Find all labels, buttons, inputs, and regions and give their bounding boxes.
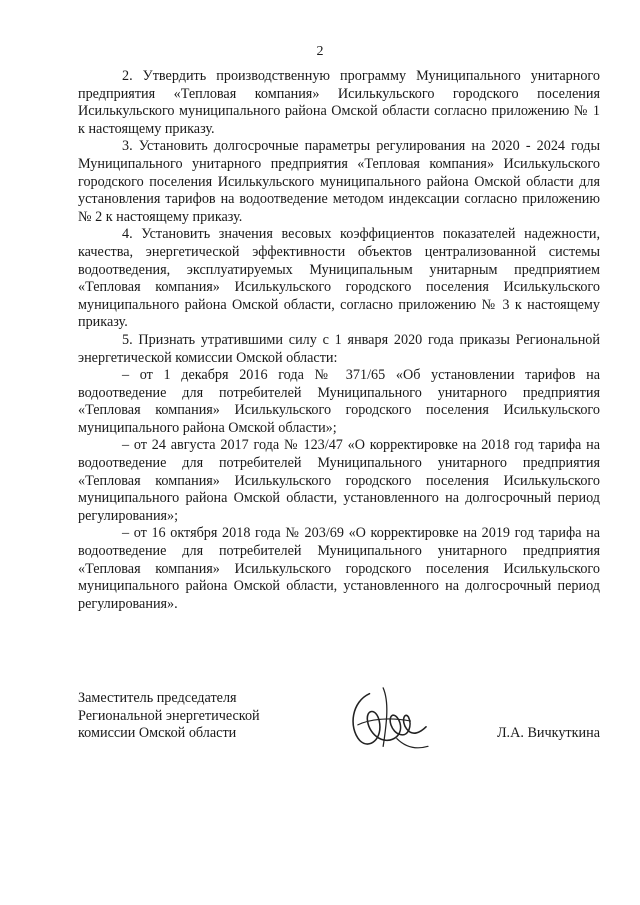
handwritten-signature	[340, 682, 438, 760]
signatory-title-line: комиссии Омской области	[78, 725, 237, 742]
document-body	[78, 68, 600, 613]
repealed-order-1: – от 1 декабря 2016 года № 371/65 «Об установлении тарифов на водоотведение для потребителей Муниципального унитарного предприятия «Тепловая компания» Исилькульского городского поселения Исилькульского муниципального района Омской области»;	[78, 367, 600, 436]
paragraph-item-3: 3. Установить долгосрочные параметры регулирования на 2020 - 2024 годы Муниципального унитарного предприятия «Тепловая компания» Исилькульского городского поселения Исилькульского муниципального района Омской области для установления тарифов на водоотведение методом индексации согласно приложению № 2 к настоящему приказу.	[78, 138, 600, 225]
repealed-order-2: – от 24 августа 2017 года № 123/47 «О корректировке на 2018 год тарифа на водоотведение для потребителей Муниципального унитарного предприятия «Тепловая компания» Исилькульского городского поселения Исилькульского муниципального района Омской области, установленного на долгосрочный период регулирования»;	[78, 437, 600, 524]
signatory-title-line: Региональной энергетической	[78, 707, 260, 724]
signatory-name: Л.А. Вичкуткина	[496, 725, 600, 741]
paragraph-item-4: 4. Установить значения весовых коэффициентов показателей надежности, качества, энергетической эффективности объектов централизованной системы водоотведения, эксплуатируемых Муниципальным унитарным предприятием «Тепловая компания» Исилькульского городского поселения Исилькульского муниципального района Омской области, согласно приложению № 3 к настоящему приказу.	[78, 226, 600, 331]
paragraph-item-2: 2. Утвердить производственную программу Муниципального унитарного предприятия «Тепловая компания» Исилькульского городского поселения Исилькульского муниципального района Омской области согласно приложению № 1 к настоящему приказу.	[78, 68, 600, 137]
page-number: 2	[316, 44, 324, 59]
signatory-title-line: Заместитель председателя	[78, 690, 237, 706]
signatory-title	[78, 690, 260, 743]
signature-block	[78, 690, 600, 770]
paragraph-item-5: 5. Признать утратившими силу с 1 января 2020 года приказы Региональной энергетической комиссии Омской области:	[78, 331, 600, 366]
repealed-order-3: – от 16 октября 2018 года № 203/69 «О корректировке на 2019 год тарифа на водоотведение для потребителей Муниципального унитарного предприятия «Тепловая компания» Исилькульского городского поселения Исилькульского муниципального района Омской области, установленного на долгосрочный период регулирования».	[78, 525, 600, 612]
